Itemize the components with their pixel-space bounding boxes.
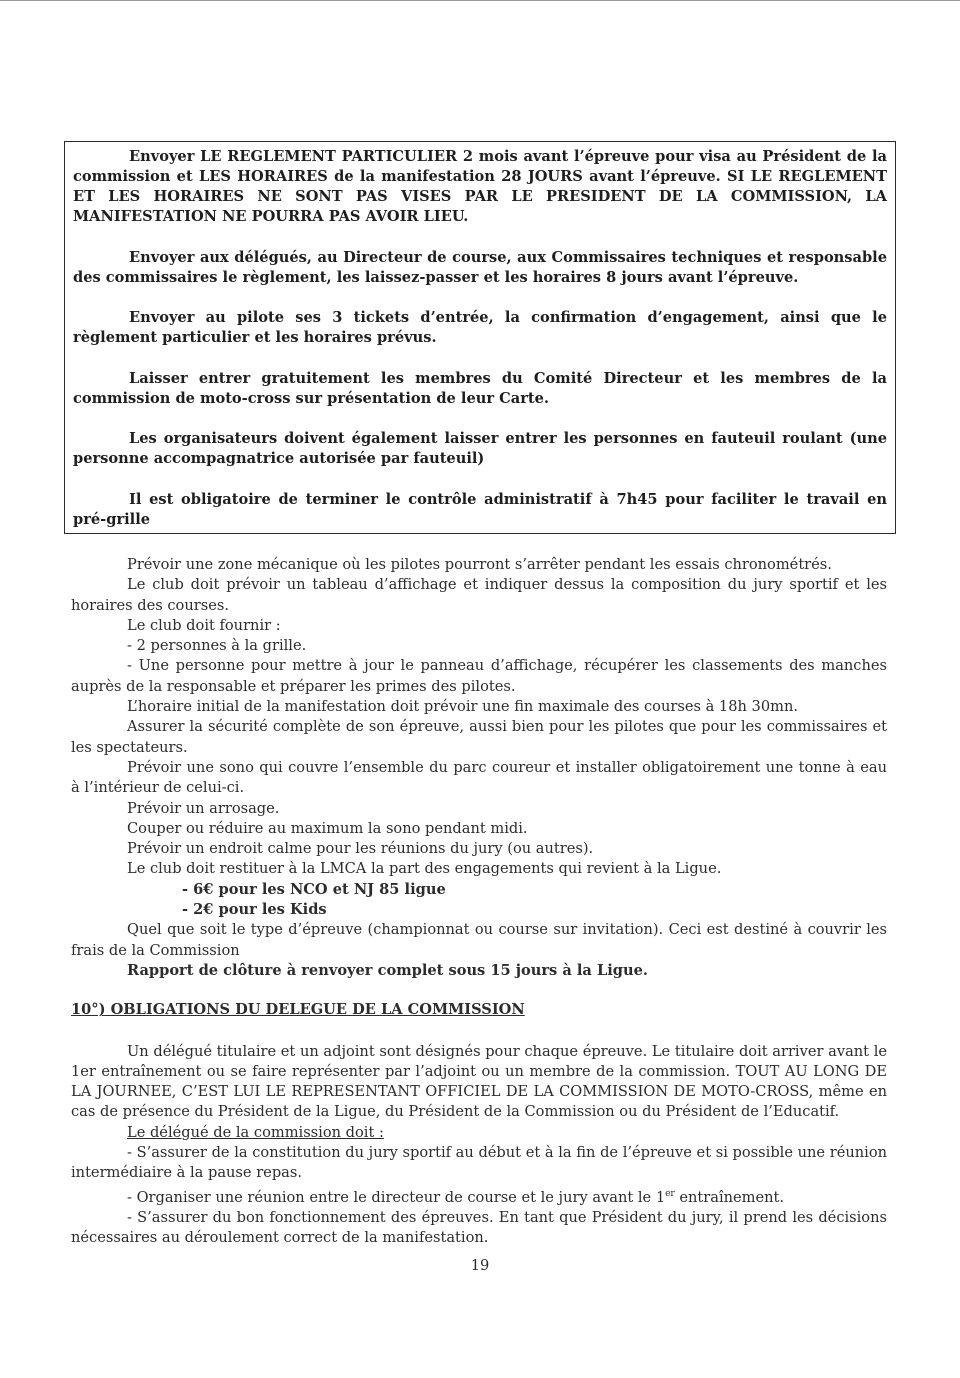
text-line: Un délégué titulaire et un adjoint sont désignés pour chaque épreuve. Le titulaire doit arriver avant le 1er entraînement ou se faire représenter par l’adjoint ou un membre de la commission. TOUT AU LONG DE LA JOURNEE, C’EST LUI LE REPRESENTANT OFFICIEL DE LA COMMISSION DE MOTO-CROSS, même en cas de présence du Président de la Ligue, du Président de la Commission ou du Président de l’Educatif. xyxy=(71,1042,887,1121)
closing-report-note: Rapport de clôture à renvoyer complet sous 15 jours à la Ligue. xyxy=(127,961,648,979)
obligations-box xyxy=(64,141,896,534)
box-paragraph-reglement: Envoyer LE REGLEMENT PARTICULIER 2 mois avant l’épreuve pour visa au Président de la commission et LES HORAIRES de la manifestation 28 JOURS avant l’épreuve. SI LE REGLEMENT ET LES HORAIRES NE SONT PAS VISES PAR LE PRESIDENT DE LA COMMISSION, LA MANIFESTATION NE POURRA PAS AVOIR LIEU. xyxy=(73,148,887,225)
list-item: - S’assurer du bon fonctionnement des épreuves. En tant que Président du jury, il prend les décisions nécessaires au déroulement correct de la manifestation. xyxy=(71,1208,887,1247)
text-line: Prévoir un arrosage. xyxy=(127,799,280,817)
list-item: - Une personne pour mettre à jour le panneau d’affichage, récupérer les classements des manches auprès de la responsable et préparer les primes des pilotes. xyxy=(71,657,887,695)
text-line: Couper ou réduire au maximum la sono pendant midi. xyxy=(127,819,528,837)
text-line: Quel que soit le type d’épreuve (championnat ou course sur invitation). Ceci est destiné à couvrir les frais de la Commission xyxy=(71,921,887,959)
fee-line-nco: - 6€ pour les NCO et NJ 85 ligue xyxy=(182,880,446,898)
body-text xyxy=(71,555,887,1248)
text-line: Le club doit prévoir un tableau d’affichage et indiquer dessus la composition du jury sportif et les horaires des courses. xyxy=(71,576,887,614)
text-line: Prévoir une sono qui couvre l’ensemble du parc coureur et installer obligatoirement une tonne à eau à l’intérieur de celui-ci. xyxy=(71,758,887,797)
box-paragraph-entree-gratuite: Laisser entrer gratuitement les membres du Comité Directeur et les membres de la commission de moto-cross sur présentation de leur Carte. xyxy=(73,369,887,407)
box-paragraph-controle-administratif: Il est obligatoire de terminer le contrôle administratif à 7h45 pour faciliter le travail en pré-grille xyxy=(73,490,887,528)
box-paragraph-envoyer-delegues: Envoyer aux délégués, au Directeur de course, aux Commissaires techniques et responsable des commissaires le règlement, les laissez-passer et les horaires 8 jours avant l’épreuve. xyxy=(73,248,887,286)
subsection-heading: Le délégué de la commission doit : xyxy=(127,1123,384,1141)
box-paragraph-fauteuil: Les organisateurs doivent également laisser entrer les personnes en fauteuil roulant (une personne accompagnatrice autorisée par fauteuil) xyxy=(73,430,887,467)
page-top-border xyxy=(0,0,960,1)
list-item-text: - Organiser une réunion entre le directeur de course et le jury avant le 1 xyxy=(127,1188,666,1206)
list-item: - S’assurer de la constitution du jury sportif au début et à la fin de l’épreuve et si possible une réunion intermédiaire à la pause repas. xyxy=(71,1144,887,1182)
text-line: L’horaire initial de la manifestation doit prévoir une fin maximale des courses à 18h 30mn. xyxy=(127,698,798,716)
ordinal-suffix: er xyxy=(665,1188,675,1199)
page-number: 19 xyxy=(470,1257,490,1274)
fee-line-kids: - 2€ pour les Kids xyxy=(182,901,327,919)
text-line: Le club doit fournir : xyxy=(127,616,281,634)
box-paragraph-tickets-pilote: Envoyer au pilote ses 3 tickets d’entrée, la confirmation d’engagement, ainsi que le règlement particulier et les horaires prévus. xyxy=(73,309,887,346)
text-line: Le club doit restituer à la LMCA la part des engagements qui revient à la Ligue. xyxy=(127,860,722,878)
section-heading: 10°) OBLIGATIONS DU DELEGUE DE LA COMMISSION xyxy=(71,1001,525,1019)
text-line: Prévoir un endroit calme pour les réunions du jury (ou autres). xyxy=(127,840,594,858)
list-item xyxy=(71,1184,887,1208)
list-item-text: entraînement. xyxy=(674,1188,785,1206)
text-line: Assurer la sécurité complète de son épreuve, aussi bien pour les pilotes que pour les commissaires et les spectateurs. xyxy=(71,718,887,756)
text-line: Prévoir une zone mécanique où les pilotes pourront s’arrêter pendant les essais chronométrés. xyxy=(127,556,832,573)
list-item: - 2 personnes à la grille. xyxy=(127,637,307,655)
